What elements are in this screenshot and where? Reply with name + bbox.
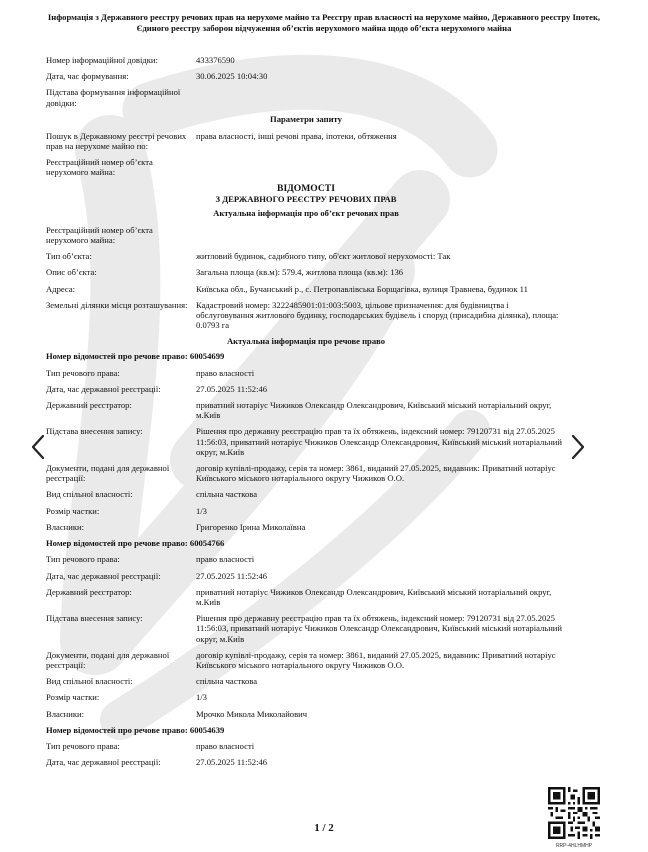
query-search-label: Пошук в Державному реєстрі речових прав на нерухоме майно по: xyxy=(46,130,187,152)
section-title-line1: ВІДОМОСТІ xyxy=(277,182,335,194)
info-date-value: 30.06.2025 10:04:30 xyxy=(196,71,268,82)
object-type-row xyxy=(46,251,566,261)
object-land-value: Кадастровий номер: 3222485901:01:003:5003, цільове призначення: для будівництва і обслуговування житлового будинку, господарських будівель і споруд (присадибна ділянка), площа: 0.0793 га xyxy=(196,299,559,331)
record-date-row xyxy=(46,571,566,581)
next-page-button[interactable] xyxy=(566,432,588,462)
record-date-value: 27.05.2025 11:52:46 xyxy=(196,757,268,768)
object-regnum-row xyxy=(46,225,566,245)
record-date-label: Дата, час державної реєстрації: xyxy=(46,570,161,581)
query-regnum-label: Реєстраційний номер об’єкта нерухомого майна: xyxy=(46,157,153,178)
record-basis-value: Рішення про державну реєстрацію прав та їх обтяжень, індексний номер: 79120731 від 27.05.2025 11:56:03, приватний нотаріус Чижиков Олександр Олександрович, Київський міський нотаріальний округ, м.Київ xyxy=(196,426,562,457)
record-basis-value: Рішення про державну реєстрацію прав та їх обтяжень, індексний номер: 79120731 від 27.05.2025 11:56:03, приватний нотаріус Чижиков Олександр Олександрович, Київський міський нотаріальний округ, м.Київ xyxy=(196,613,562,644)
record-share-label: Розмір частки: xyxy=(46,505,100,516)
page-indicator: 1 / 2 xyxy=(314,822,334,834)
section-title-line2: З ДЕРЖАВНОГО РЕЄСТРУ РЕЧОВИХ ПРАВ xyxy=(215,193,397,204)
record-type-value: право власності xyxy=(196,367,255,378)
record-registrar-label: Державний реєстратор: xyxy=(46,400,132,411)
record-type-row xyxy=(46,741,566,751)
record-basis-row xyxy=(46,613,566,644)
object-land-label: Земельні ділянки місця розташування: xyxy=(46,299,188,310)
record-date-label: Дата, час державної реєстрації: xyxy=(46,383,161,394)
record-type-value: право власності xyxy=(196,554,255,565)
record-docs-value: договір купівлі-продажу, серія та номер: 3861, виданий 27.05.2025, видавник: Приватний нотаріус Київського міського нотаріального округу Чижиков О.О. xyxy=(196,649,556,670)
record-joint-value: спільна часткова xyxy=(196,489,258,500)
record-owners-value: Мрочко Микола Миколайович xyxy=(196,708,308,719)
document-content xyxy=(46,55,566,773)
record-type-row xyxy=(46,554,566,564)
record-share-row xyxy=(46,506,566,516)
record-number: Номер відомостей про речове право: 60054699 xyxy=(46,351,225,362)
info-number-row xyxy=(46,55,566,65)
record-registrar-row xyxy=(46,587,566,607)
record-registrar-label: Державний реєстратор: xyxy=(46,586,132,597)
query-heading: Параметри запиту xyxy=(270,113,342,124)
record-date-value: 27.05.2025 11:52:46 xyxy=(196,570,268,581)
info-number-label: Номер інформаційної довідки: xyxy=(46,55,158,65)
info-basis-label: Підстава формування інформаційної довідки: xyxy=(46,87,181,108)
record-docs-row xyxy=(46,650,566,670)
record-date-label: Дата, час державної реєстрації: xyxy=(46,757,161,768)
record-type-label: Тип речового права: xyxy=(46,554,120,565)
chevron-right-icon xyxy=(566,432,588,462)
record-share-value: 1/3 xyxy=(196,505,207,516)
object-type-value: житловий будинок, садибного типу, об'єкт житлової нерухомості: Так xyxy=(196,251,451,262)
object-desc-label: Опис об’єкта: xyxy=(46,267,97,278)
record-basis-label: Підстава внесення запису: xyxy=(46,613,143,624)
object-desc-row xyxy=(46,267,566,277)
record-number: Номер відомостей про речове право: 60054639 xyxy=(46,724,225,735)
object-type-label: Тип об’єкта: xyxy=(46,251,92,262)
record-basis-row xyxy=(46,426,566,457)
info-basis-row xyxy=(46,87,566,107)
record-owners-label: Власники: xyxy=(46,708,85,719)
record-type-value: право власності xyxy=(196,740,255,751)
record-date-value: 27.05.2025 11:52:46 xyxy=(196,383,268,394)
record-docs-row xyxy=(46,463,566,483)
object-address-value: Київська обл., Бучанський р., с. Петропавлівська Борщагівка, вулиця Травнева, будинок 11 xyxy=(196,283,528,294)
record-joint-row xyxy=(46,676,566,686)
object-address-row xyxy=(46,284,566,294)
record-share-label: Розмір частки: xyxy=(46,692,100,703)
object-heading: Актуальна інформація про об’єкт речових прав xyxy=(213,207,399,218)
record-registrar-row xyxy=(46,400,566,420)
object-address-label: Адреса: xyxy=(46,283,76,294)
record-type-label: Тип речового права: xyxy=(46,740,120,751)
info-number-value: 433376590 xyxy=(196,55,235,65)
record-registrar-value: приватний нотаріус Чижиков Олександр Олександрович, Київський міський нотаріальний округ, м.Київ xyxy=(196,400,552,421)
record-number: Номер відомостей про речове право: 60054766 xyxy=(46,538,225,549)
qr-code-label: RRP-4HLHMHP xyxy=(555,843,593,849)
object-desc-value: Загальна площа (кв.м): 579.4, житлова площа (кв.м): 136 xyxy=(196,267,404,278)
record-owners-value: Григоренко Ірина Миколаївна xyxy=(196,521,306,532)
record-type-label: Тип речового права: xyxy=(46,367,120,378)
info-date-row xyxy=(46,71,566,81)
record-date-row xyxy=(46,757,566,767)
document-header: Інформація з Державного реєстру речових прав на нерухоме майно та Реєстру прав власності на нерухоме майно, Державного реєстру Іпотек, Єдиного реєстру заборон відчуження об’єктів нерухомого майна щодо об’єкта нерухомого майна xyxy=(47,12,601,33)
record-owners-row xyxy=(46,522,566,532)
record-joint-label: Вид спільної власності: xyxy=(46,676,133,687)
qr-code-icon xyxy=(548,787,600,839)
object-land-row xyxy=(46,300,566,331)
record-owners-label: Власники: xyxy=(46,521,85,532)
rights-heading: Актуальна інформація про речове право xyxy=(226,336,386,347)
record-docs-label: Документи, подані для державної реєстрації: xyxy=(46,649,170,670)
chevron-left-icon xyxy=(28,432,50,462)
record-owners-row xyxy=(46,709,566,719)
record-share-value: 1/3 xyxy=(196,692,207,703)
query-search-value: права власності, інші речові права, іпотеки, обтяження xyxy=(196,130,397,141)
prev-page-button[interactable] xyxy=(28,432,50,462)
query-search-row xyxy=(46,131,566,151)
record-docs-value: договір купівлі-продажу, серія та номер: 3861, виданий 27.05.2025, видавник: Приватний нотаріус Київського міського нотаріального округу Чижиков О.О. xyxy=(196,463,556,484)
record-type-row xyxy=(46,368,566,378)
query-regnum-row xyxy=(46,157,566,177)
record-joint-row xyxy=(46,489,566,499)
record-registrar-value: приватний нотаріус Чижиков Олександр Олександрович, Київський міський нотаріальний округ, м.Київ xyxy=(196,586,552,607)
info-date-label: Дата, час формування: xyxy=(46,71,129,82)
record-basis-label: Підстава внесення запису: xyxy=(46,426,143,437)
record-joint-label: Вид спільної власності: xyxy=(46,489,133,500)
record-date-row xyxy=(46,384,566,394)
record-docs-label: Документи, подані для державної реєстрації: xyxy=(46,463,170,484)
record-joint-value: спільна часткова xyxy=(196,676,258,687)
object-regnum-label: Реєстраційний номер об’єкта нерухомого майна: xyxy=(46,224,153,246)
record-share-row xyxy=(46,692,566,702)
